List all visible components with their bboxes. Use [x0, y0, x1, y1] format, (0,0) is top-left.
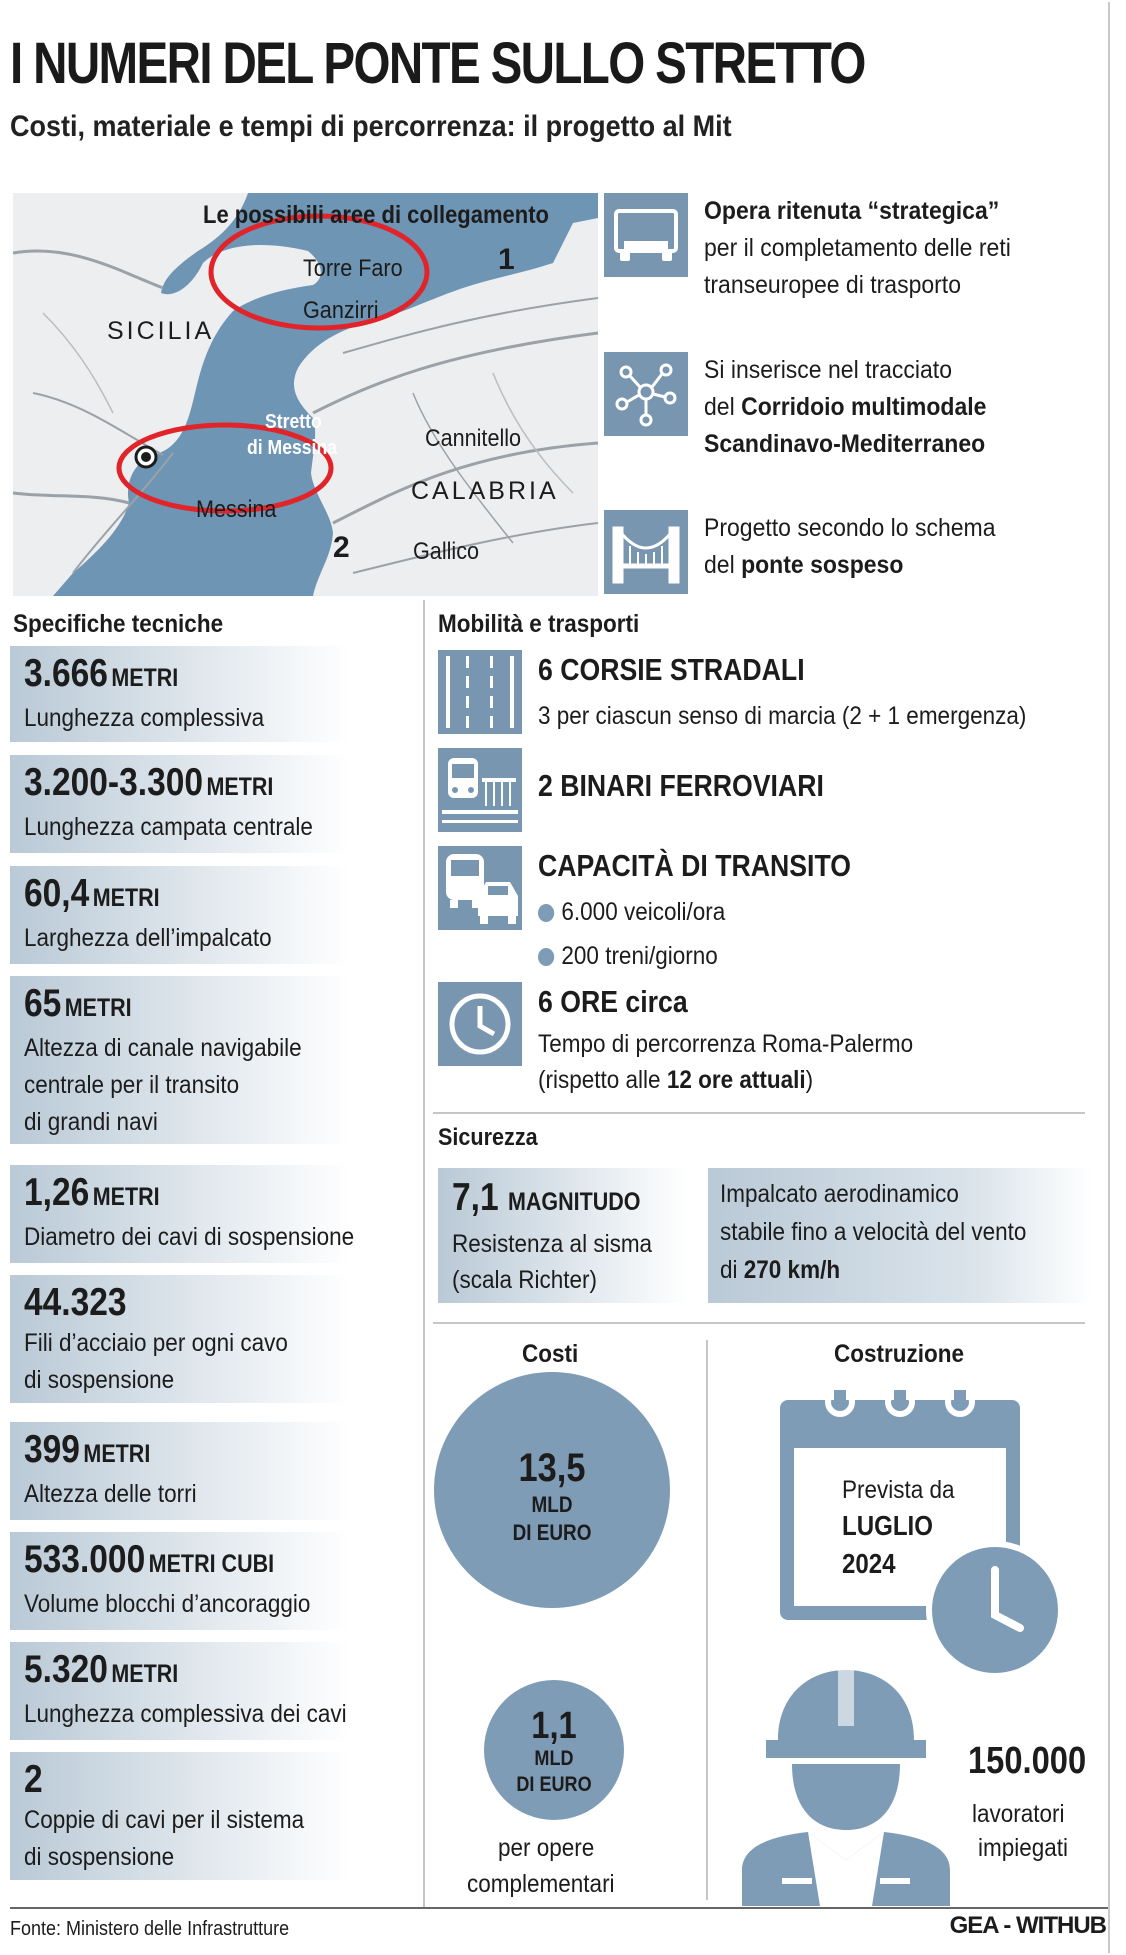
spec-description [24, 1476, 317, 1513]
spec-value [24, 1428, 304, 1476]
worker-icon [722, 1660, 962, 1906]
page-subtitle: Costi, materiale e tempi di percorrenza: il progetto al Mit [10, 110, 732, 143]
cost-comp-desc-2: complementari [467, 1870, 615, 1898]
label-stretto: Stretto [265, 411, 322, 433]
quake-desc-2: (scala Richter) [452, 1266, 598, 1294]
spec-description [24, 1586, 317, 1623]
wind-speed: 270 km/h [743, 1256, 841, 1284]
specs-heading: Specifiche tecniche [13, 610, 224, 638]
spec-value-unit: METRI [92, 884, 160, 912]
label-calabria: CALABRIA [411, 477, 559, 505]
cost-comp-value: 1,1 [531, 1705, 577, 1747]
lanes-title: 6 CORSIE STRADALI [538, 652, 805, 687]
feature-corridor [604, 352, 1104, 458]
spec-value-unit: METRI [92, 1183, 160, 1211]
feature-corridor-prefix: del [704, 393, 742, 421]
spec-description-line: Altezza di canale navigabile [24, 1034, 302, 1062]
truck-icon [604, 193, 688, 277]
page-title: I NUMERI DEL PONTE SULLO STRETTO [10, 31, 865, 96]
spec-value [24, 1171, 304, 1219]
cost-main-unit-1: MLD [531, 1492, 573, 1517]
spec-description [24, 700, 317, 737]
capacity-trains: 200 treni/giorno [561, 942, 718, 970]
spec-value-unit: METRI [83, 1440, 151, 1468]
network-icon [604, 352, 688, 436]
spec-value [24, 1648, 304, 1696]
spec-value-number: 5.320 [24, 1648, 108, 1691]
cost-comp-circle [484, 1680, 624, 1820]
mobility-heading: Mobilità e trasporti [438, 610, 640, 638]
feature-corridor-name: Corridoio multimodale [741, 393, 987, 421]
wind-box [708, 1168, 1092, 1303]
cost-comp-unit-2: DI EURO [516, 1773, 592, 1796]
spec-value-unit: METRI [206, 773, 274, 801]
spec-value [24, 1281, 304, 1325]
time-subtitle-1: Tempo di percorrenza Roma-Palermo [538, 1030, 914, 1058]
spec-card [10, 1532, 350, 1630]
feature-suspension-bold: ponte sospeso [741, 551, 904, 579]
cost-comp-desc-1: per opere [498, 1834, 595, 1862]
spec-value [24, 1538, 304, 1586]
workers-desc-1: lavoratori [972, 1800, 1065, 1828]
spec-description-line: Lunghezza complessiva [24, 704, 265, 732]
spec-value [24, 652, 304, 700]
time-subtitle-2-post: ) [805, 1066, 814, 1094]
bullet-icon [538, 904, 554, 922]
spec-description [24, 1030, 317, 1141]
column-divider [423, 600, 425, 1909]
wind-line-2: stabile fino a velocità del vento [720, 1218, 1027, 1246]
spec-value-unit: METRI [111, 1660, 179, 1688]
spec-description [24, 1696, 347, 1733]
label-area-1: 1 [498, 243, 515, 276]
spec-value-number: 533.000 [24, 1538, 146, 1581]
feature-suspension-line1: Progetto secondo lo schema [704, 514, 996, 542]
quake-value: 7,1 [452, 1176, 499, 1219]
bullet-icon [538, 948, 554, 966]
vehicles-icon [438, 846, 522, 930]
calendar-line-3: 2024 [842, 1548, 896, 1579]
footer-brand: GEA - WITHUB [949, 1912, 1106, 1939]
spec-card [10, 976, 350, 1144]
spec-card [10, 1165, 355, 1263]
spec-value-number: 60,4 [24, 872, 90, 915]
label-sicilia: SICILIA [107, 317, 215, 345]
divider-safety [433, 1322, 1085, 1324]
spec-description-line: Volume blocchi d’ancoraggio [24, 1590, 311, 1618]
rail-title: 2 BINARI FERROVIARI [538, 768, 824, 803]
train-icon [438, 748, 522, 832]
spec-value-unit: METRI [111, 664, 179, 692]
spec-value-number: 2 [24, 1758, 43, 1801]
clock-icon [438, 982, 522, 1066]
label-torre-faro: Torre Faro [303, 255, 403, 282]
workers-value: 150.000 [968, 1740, 1087, 1782]
calendar-line-2: LUGLIO [842, 1510, 933, 1541]
spec-value-number: 399 [24, 1428, 80, 1471]
construction-heading: Costruzione [834, 1340, 965, 1368]
cost-comp-unit-1: MLD [534, 1747, 574, 1770]
footer-divider [10, 1907, 1108, 1909]
spec-description [24, 920, 317, 957]
spec-value-number: 3.666 [24, 652, 108, 695]
lanes-subtitle: 3 per ciascun senso di marcia (2 + 1 emergenza) [538, 702, 1027, 730]
quake-unit: MAGNITUDO [507, 1188, 641, 1216]
spec-description [24, 809, 317, 846]
spec-description-line: Altezza delle torri [24, 1480, 197, 1508]
feature-suspension [604, 510, 1104, 600]
spec-value [24, 1758, 304, 1802]
spec-description-line: di grandi navi [24, 1108, 158, 1136]
label-messina: Messina [196, 496, 277, 523]
feature-corridor-line1: Si inserisce nel tracciato [704, 356, 952, 384]
suspension-bridge-icon [604, 510, 688, 594]
label-gallico: Gallico [413, 538, 480, 565]
capacity-vehicles: 6.000 veicoli/ora [561, 898, 726, 926]
time-title: 6 ORE circa [538, 984, 688, 1019]
cost-main-circle [434, 1372, 670, 1608]
wind-line-3-pre: di [720, 1256, 744, 1284]
spec-value-number: 3.200-3.300 [24, 761, 204, 804]
wind-line-1: Impalcato aerodinamico [720, 1180, 959, 1208]
cost-main-value: 13,5 [518, 1446, 586, 1490]
costs-heading: Costi [522, 1340, 579, 1368]
safety-heading: Sicurezza [438, 1124, 538, 1151]
spec-description-line: Lunghezza campata centrale [24, 813, 313, 841]
spec-card [10, 1275, 350, 1403]
spec-description-line: Lunghezza complessiva dei cavi [24, 1700, 347, 1728]
spec-description-line: Diametro dei cavi di sospensione [24, 1223, 355, 1251]
feature-corridor-name-2: Scandinavo-Mediterraneo [704, 430, 986, 458]
feature-strategic [604, 193, 1104, 299]
spec-description-line: Larghezza dell’impalcato [24, 924, 272, 952]
map-title: Le possibili aree di collegamento [203, 201, 549, 229]
spec-card [10, 755, 350, 853]
feature-strategic-line3: transeuropee di trasporto [704, 271, 961, 299]
divider-costs [706, 1340, 708, 1900]
label-area-2: 2 [333, 531, 350, 564]
footer-source: Fonte: Ministero delle Infrastrutture [10, 1918, 290, 1940]
feature-suspension-prefix: del [704, 551, 742, 579]
spec-description [24, 1325, 317, 1399]
spec-value-number: 44.323 [24, 1281, 127, 1324]
feature-strategic-line2: per il completamento delle reti [704, 234, 1011, 262]
divider-mobility [433, 1112, 1085, 1114]
spec-card [10, 1642, 350, 1740]
feature-strategic-title: Opera ritenuta “strategica” [704, 197, 1000, 225]
spec-description-line: Fili d’acciaio per ogni cavo [24, 1329, 288, 1357]
quake-box [438, 1168, 688, 1303]
spec-card [10, 866, 350, 964]
spec-value-number: 1,26 [24, 1171, 90, 1214]
spec-card [10, 646, 350, 742]
quake-desc-1: Resistenza al sisma [452, 1230, 653, 1258]
spec-value-unit: METRI [64, 994, 132, 1022]
calendar-line-1: Prevista da [842, 1476, 955, 1504]
spec-value-unit: METRI CUBI [148, 1550, 275, 1578]
spec-value [24, 872, 304, 920]
spec-description-line: di sospensione [24, 1366, 175, 1394]
strait-map [13, 193, 598, 596]
label-ganzirri: Ganzirri [303, 297, 379, 324]
cost-main-unit-2: DI EURO [512, 1520, 592, 1545]
label-di-messina: di Messina [247, 437, 337, 459]
spec-card [10, 1752, 350, 1880]
workers-desc-2: impiegati [978, 1834, 1069, 1862]
time-subtitle-2-bold: 12 ore attuali [666, 1066, 806, 1094]
time-subtitle-2-pre: (rispetto alle [538, 1066, 667, 1094]
spec-description [24, 1219, 355, 1256]
capacity-title: CAPACITÀ DI TRANSITO [538, 848, 852, 883]
label-cannitello: Cannitello [425, 425, 522, 452]
spec-description-line: Coppie di cavi per il sistema [24, 1806, 305, 1834]
spec-description [24, 1802, 317, 1876]
spec-value [24, 982, 304, 1030]
spec-value-number: 65 [24, 982, 62, 1025]
spec-value [24, 761, 304, 809]
spec-description-line: centrale per il transito [24, 1071, 240, 1099]
spec-card [10, 1422, 350, 1520]
road-lanes-icon [438, 650, 522, 734]
spec-description-line: di sospensione [24, 1843, 175, 1871]
